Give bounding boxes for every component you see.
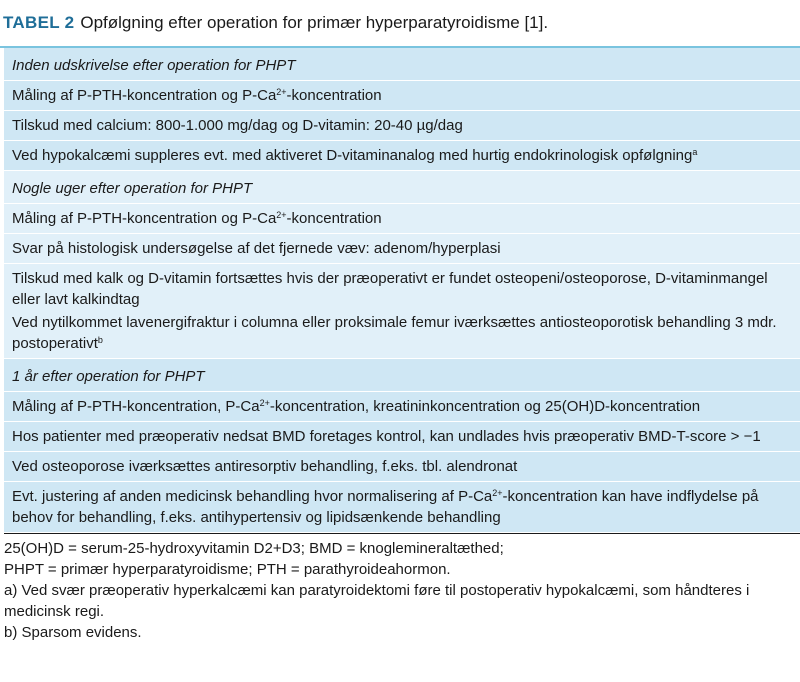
table-row: Hos patienter med præoperativ nedsat BMD foretages kontrol, kan undlades hvis præoperativ BMD-T-score > −1 — [4, 422, 800, 452]
table-label: TABEL 2 — [3, 13, 75, 32]
table-row: Måling af P-PTH-koncentration og $P-Ca^{2+}$-koncentration — [4, 81, 800, 111]
section-heading: Inden udskrivelse efter operation for PHPT — [4, 48, 800, 81]
section-heading: Nogle uger efter operation for PHPT — [4, 171, 800, 204]
footnote-abbreviations: 25(OH)D = serum-25-hydroxyvitamin D2+D3; BMD = knoglemineraltæthed; — [4, 540, 504, 557]
table-row: Måling af P-PTH-koncentration, $P-Ca^{2+}$-koncentration, kreatininkoncentration og 25(OH)D-koncentration — [4, 392, 800, 422]
table-title: Opfølgning efter operation for primær hyperparatyroidisme [1]. — [80, 13, 549, 32]
table-row: Måling af P-PTH-koncentration og $P-Ca^{2+}$-koncentration — [4, 204, 800, 234]
section-heading: 1 år efter operation for PHPT — [4, 359, 800, 392]
section-before-discharge — [4, 48, 800, 171]
table-row: Tilskud med calcium: 800-1.000 mg/dag og D-vitamin: 20-40 µg/dag — [4, 111, 800, 141]
section-weeks-after — [4, 171, 800, 359]
footnote-a: a) Ved svær præoperativ hyperkalcæmi kan paratyroidektomi føre til postoperativ hypokalcæmi, som håndteres i medicinsk regi. — [4, 582, 750, 620]
table-row: Ved nytilkommet lavenergifraktur i columna eller proksimale femur iværksættes antiosteoporotisk behandling 3 mdr. postoperativt$^b$ — [4, 312, 800, 359]
table-row: Svar på histologisk undersøgelse af det fjernede væv: adenom/hyperplasi — [4, 234, 800, 264]
footnote-b: b) Sparsom evidens. — [4, 624, 142, 641]
section-one-year-after — [4, 359, 800, 533]
table-row: Ved osteoporose iværksættes antiresorptiv behandling, f.eks. tbl. alendronat — [4, 452, 800, 482]
table-row: Tilskud med kalk og D-vitamin fortsættes hvis der præoperativt er fundet osteopeni/osteoporose, D-vitaminmangel eller lavt kalkindtag — [12, 270, 768, 308]
table-row: Ved hypokalcæmi suppleres evt. med aktiveret D-vitaminanalog med hurtig endokrinologisk opfølgning$^a$ — [4, 141, 800, 171]
table-caption — [0, 0, 800, 48]
table-row: Evt. justering af anden medicinsk behandling hvor normalisering af $P-Ca^{2+}$-koncentration kan have indflydelse på behov for behandling, f.eks. antihypertensiv og lipidsænkende behandling — [4, 482, 800, 533]
footnote-abbreviations: PHPT = primær hyperparatyroidisme; PTH = parathyroideahormon. — [4, 561, 451, 578]
table-footnotes — [0, 534, 800, 643]
